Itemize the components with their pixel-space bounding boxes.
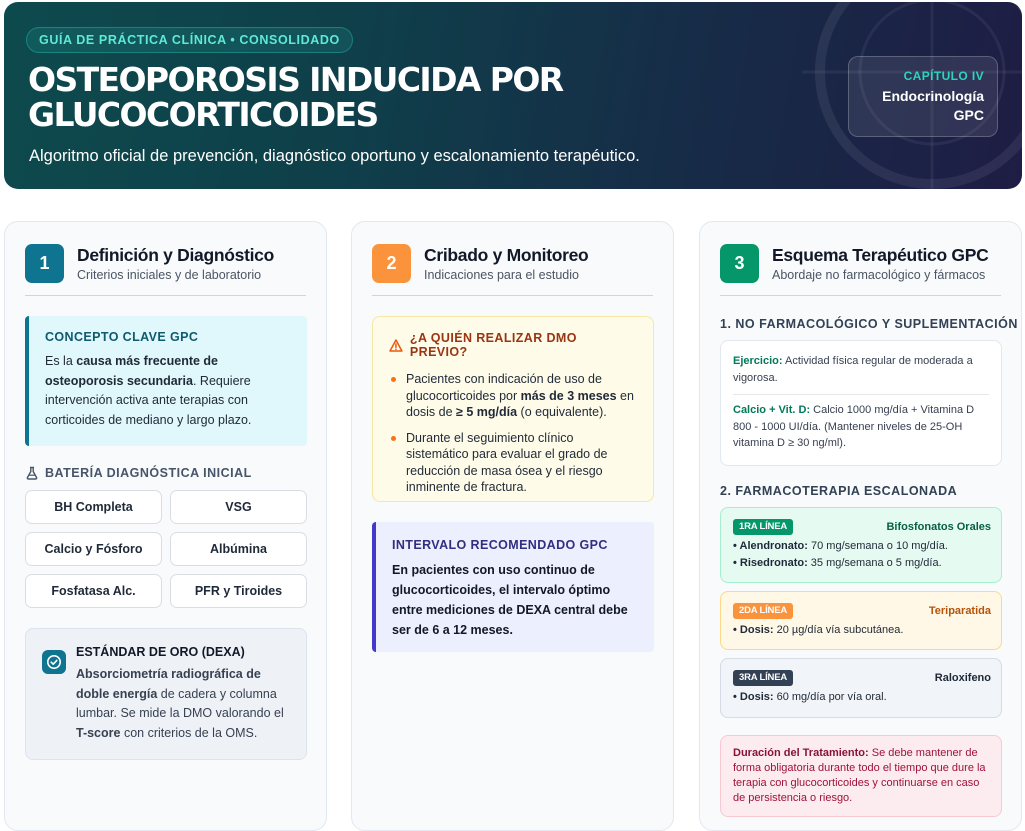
- column-title: Cribado y Monitoreo: [424, 245, 589, 265]
- test-chip: Fosfatasa Alc.: [25, 574, 162, 608]
- guide-badge: GUÍA DE PRÁCTICA CLÍNICA • CONSOLIDADO: [26, 27, 353, 53]
- step-number: 1: [25, 244, 64, 283]
- dose-row: • Dosis: 60 mg/día por vía oral.: [733, 691, 887, 703]
- drug-name: Bifosfonatos Orales: [886, 521, 991, 533]
- dose-row: • Dosis: 20 µg/día vía subcutánea.: [733, 624, 904, 636]
- gold-standard-card: [25, 628, 307, 760]
- chapter-label: CAPÍTULO IV: [903, 69, 984, 83]
- drug-name: Teriparatida: [928, 605, 991, 617]
- gold-standard-text: Absorciometría radiográfica de doble energía de cadera y columna lumbar. Se mide la DMO valorando el T-score con criterios de la OMS.: [76, 667, 284, 740]
- column-header: [720, 244, 1001, 296]
- column-therapy: [699, 221, 1022, 831]
- second-line-card: [720, 591, 1002, 650]
- who-to-test-card: [372, 316, 654, 502]
- test-chip: Calcio y Fósforo: [25, 532, 162, 566]
- key-concept-text: Es la causa más frecuente de osteoporosis secundaria. Requiere intervención activa ante terapias con corticoides de mediano y largo plazo.: [45, 354, 252, 427]
- line-badge: 3RA LÍNEA: [733, 670, 793, 686]
- chapter-card: [848, 56, 998, 137]
- calcium-text: Calcio + Vit. D: Calcio 1000 mg/día + Vitamina D 800 - 1000 UI/día. (Mantener niveles de 25-OH vitamina D ≥ 30 ng/ml).: [733, 404, 975, 449]
- drug-name: Raloxifeno: [934, 672, 991, 684]
- page-subtitle: Algoritmo oficial de prevención, diagnóstico oportuno y escalonamiento terapéutico.: [29, 147, 640, 165]
- column-header: [372, 244, 653, 296]
- column-title: Definición y Diagnóstico: [77, 245, 274, 265]
- test-chip: PFR y Tiroides: [170, 574, 307, 608]
- battery-heading: [25, 466, 252, 480]
- non-pharm-card: [720, 340, 1002, 466]
- key-concept-label: CONCEPTO CLAVE GPC: [45, 330, 199, 344]
- dose-row: • Alendronato: 70 mg/semana o 10 mg/día.: [733, 540, 948, 552]
- test-chip: BH Completa: [25, 490, 162, 524]
- list-item: Durante el seguimiento clínico sistemático para evaluar el grado de reducción de masa ósea y el riesgo inminente de fractura.: [389, 430, 637, 496]
- dose-row: • Risedronato: 35 mg/semana o 5 mg/día.: [733, 556, 942, 569]
- third-line-card: [720, 658, 1002, 718]
- first-line-card: [720, 507, 1002, 583]
- step-number: 2: [372, 244, 411, 283]
- duration-card: Duración del Tratamiento: Se debe mantener de forma obligatoria durante todo el tiempo que dure la terapia con glucocorticoides y continuarse en caso de persistencia o riesgo.: [720, 735, 1002, 817]
- battery-label: BATERÍA DIAGNÓSTICA INICIAL: [45, 466, 252, 480]
- key-concept-card: [25, 316, 307, 446]
- hero-banner: [4, 2, 1022, 189]
- step-number: 3: [720, 244, 759, 283]
- page-title-line-2: GLUCOCORTICOIDES: [28, 95, 378, 134]
- page-title-line-1: OSTEOPOROSIS INDUCIDA POR: [28, 60, 563, 99]
- who-to-test-heading: [389, 331, 637, 359]
- page-title: [28, 62, 708, 132]
- gold-standard-label: ESTÁNDAR DE ORO (DEXA): [76, 645, 245, 659]
- divider: [733, 394, 989, 395]
- line-badge: 2DA LÍNEA: [733, 603, 793, 619]
- column-subtitle: Abordaje no farmacológico y fármacos: [772, 268, 986, 282]
- chapter-source: GPC: [953, 107, 984, 123]
- line-badge: 1RA LÍNEA: [733, 519, 793, 535]
- column-header: [25, 244, 306, 296]
- column-definition: [4, 221, 327, 831]
- column-subtitle: Criterios iniciales y de laboratorio: [77, 268, 262, 282]
- section-label-pharm: 2. FARMACOTERAPIA ESCALONADA: [720, 484, 958, 498]
- who-to-test-label: ¿A QUIÉN REALIZAR DMO PREVIO?: [409, 331, 577, 359]
- interval-label: INTERVALO RECOMENDADO GPC: [392, 538, 608, 552]
- test-chip: Albúmina: [170, 532, 307, 566]
- flask-icon: [25, 466, 39, 480]
- warning-icon: [389, 339, 403, 352]
- column-title: Esquema Terapéutico GPC: [772, 245, 989, 265]
- interval-text: En pacientes con uso continuo de glucocorticoides, el intervalo óptimo entre mediciones de DEXA central debe ser de 6 a 12 meses.: [392, 563, 628, 637]
- chapter-specialty: Endocrinología: [882, 88, 984, 104]
- list-item: Pacientes con indicación de uso de glucocorticoides por más de 3 meses en dosis de ≥ 5 mg/día (o equivalente).: [389, 371, 637, 421]
- column-subtitle: Indicaciones para el estudio: [424, 268, 579, 282]
- section-label-non-pharm: 1. NO FARMACOLÓGICO Y SUPLEMENTACIÓN: [720, 317, 1018, 331]
- column-screening: [351, 221, 674, 831]
- interval-card: [372, 522, 654, 652]
- check-badge-icon: [42, 650, 66, 674]
- test-chip: VSG: [170, 490, 307, 524]
- exercise-text: Ejercicio: Actividad física regular de moderada a vigorosa.: [733, 355, 973, 384]
